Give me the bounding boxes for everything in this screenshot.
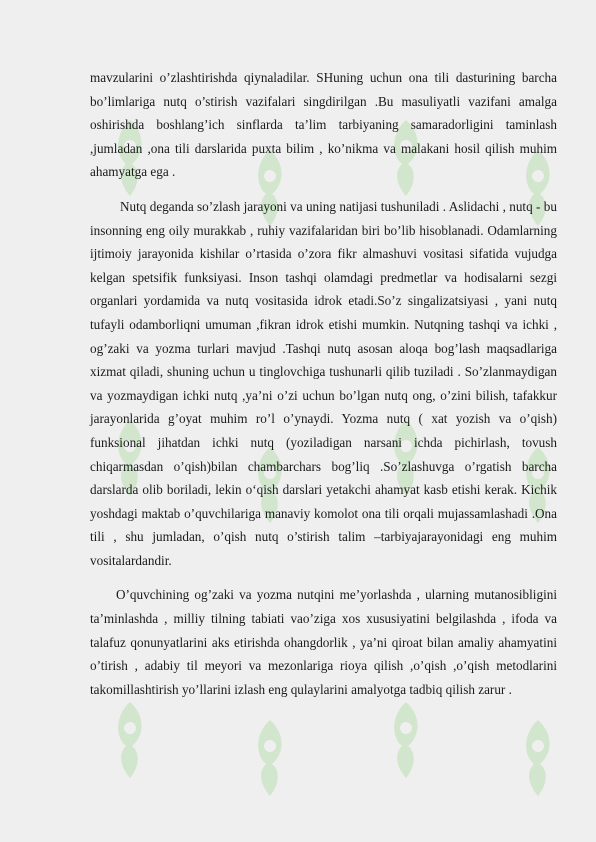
paragraph-continuation: mavzularini o’zlashtirishda qiynaladilar. SHuning uchun ona tili dasturining barcha bo’limlariga nutq o’stirish vazifalari singdirilgan .Bu masuliyatli vazifani amalga oshirishda boshlang’ich sinflarda ta’lim tarbiyaning samaradorligini taminlash ,jumladan ,ona tili darslarida puxta bilim , ko’nikma va malakani hosil qilish muhim ahamyatga ega . — [90, 70, 557, 180]
watermark-logo-icon — [518, 718, 558, 798]
paragraph-nutq-definition: Nutq deganda so’zlash jarayoni va uning natijasi tushuniladi . Aslidachi , nutq - bu insonning eng oily murakkab , ruhiy vazifalaridan biri bo’lib hisoblanadi. Odamlarning ijtimoiy jarayonida kishilar o’rtasida o’zora fikr almashuvi vositasi sifatida vujudga kelgan spetsifik funksiyasi. Inson tashqi olamdagi predmetlar va hodisalarni sezgi organlari yordamida va nutq vositasida idrok etadi.So’z singalizatsiyasi , yani nutq tufayli odamborliqni umuman ,fikran idrok etishi mumkin. Nutqning tashqi va ichki , og’zaki va yozma turlari mavjud .Tashqi nutq asosan aloqa bog’lash maqsadlariga xizmat qiladi, shuning uchun u tinglovchiga tushunarli qilib tuziladi . So’zlanmaydigan va yozmaydigan ichki nutq ,ya’ni o’zi uchun bo’lgan nutq ong, o’zini bilish, tafakkur jarayonlarida g’oyat muhim ro’l o’ynaydi. Yozma nutq ( xat yozish va o’qish) funksional jihatdan ichki nutq (yoziladigan narsani ichda pichirlash, tovush chiqarmasdan o’qish)bilan chambarchars bog’liq .So’zlashuvga o’rgatish barcha darslarda olib boriladi, lekin o‘qish darslari yetakchi ahamyat kasb etishi kerak. Kichik yoshdagi maktab o’quvchilariga manaviy komolot ona tili orqali mujassamlashadi .Ona tili , shu jumladan, o’qish nutq o’stirish talim –tarbiyajarayonidagi eng muhim vositalardandir. — [90, 198, 557, 568]
document-body — [90, 66, 557, 701]
watermark-logo-icon — [386, 700, 426, 780]
paragraph-oquvchi-nutqi: O’quvchining og’zaki va yozma nutqini me’yorlashda , ularning mutanosibligini ta’minlashda , milliy tilning tabiati vao’ziga xos xususiyatini belgilashda , ifoda va talafuz qonunyatlarini aks etirishda ohangdorlik , ya’ni qiroat bilan amaliy ahamyatini o’tirish , adabiy til meyori va mezonlariga rioya qilish ,o’qish ,o’qish metodlarini takomillashtirish yo’llarini izlash eng qulaylarini amalyotga tadbiq qilish zarur . — [90, 587, 557, 697]
watermark-logo-icon — [250, 718, 290, 798]
watermark-logo-icon — [110, 700, 150, 780]
